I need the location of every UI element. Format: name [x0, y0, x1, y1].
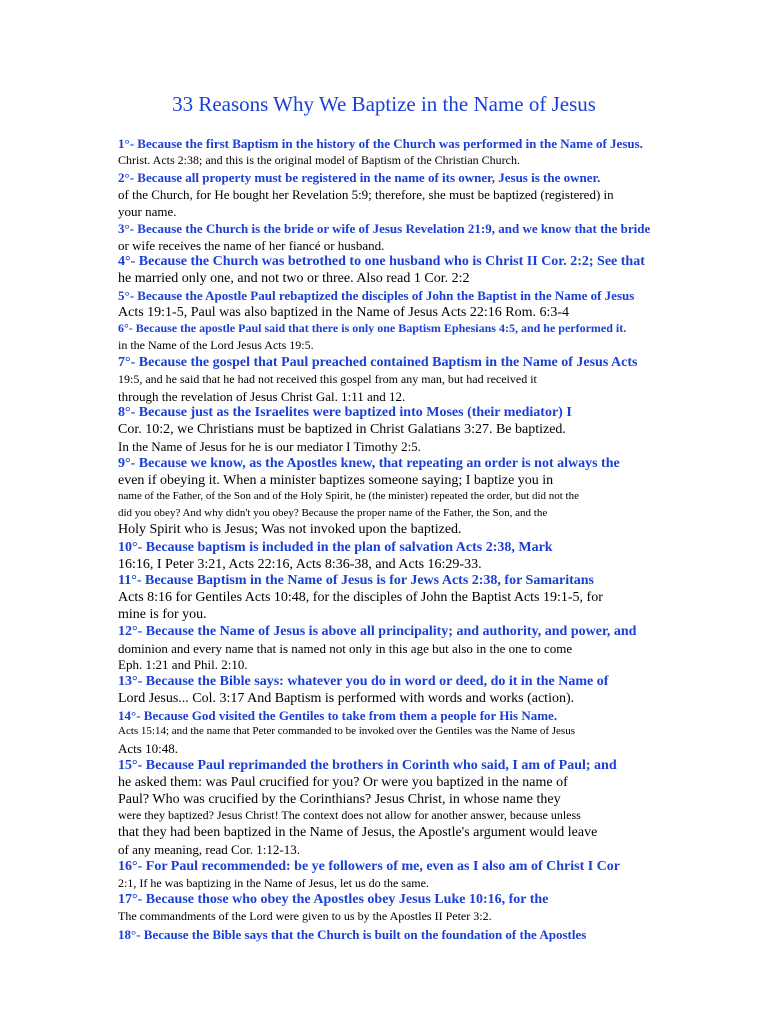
page-title: 33 Reasons Why We Baptize in the Name of Jesus	[172, 92, 596, 116]
reason-1-text: Christ. Acts 2:38; and this is the original model of Baptism of the Christian Church.	[118, 153, 520, 167]
reason-1-heading: 1°- Because the first Baptism in the history of the Church was performed in the Name of Jesus.	[118, 136, 643, 151]
reason-2-heading: 2°- Because all property must be registered in the name of its owner, Jesus is the owner.	[118, 170, 601, 185]
reason-14-text: Acts 15:14; and the name that Peter commanded to be invoked over the Gentiles was the Name of Jesus	[118, 725, 575, 737]
reason-16-text: 2:1, If he was baptizing in the Name of Jesus, let us do the same.	[118, 876, 429, 890]
reason-13-heading: 13°- Because the Bible says: whatever you do in word or deed, do it in the Name of	[118, 674, 609, 689]
reason-9-text: did you obey? And why didn't you obey? Because the proper name of the Father, the Son, and the	[118, 507, 548, 519]
reason-12-text: Eph. 1:21 and Phil. 2:10.	[118, 657, 248, 672]
reason-5-text: Acts 19:1-5, Paul was also baptized in the Name of Jesus Acts 22:16 Rom. 6:3-4	[118, 305, 570, 320]
reason-10-heading: 10°- Because baptism is included in the plan of salvation Acts 2:38, Mark	[118, 540, 553, 555]
reason-13-text: Lord Jesus... Col. 3:17 And Baptism is performed with words and works (action).	[118, 691, 575, 706]
reason-9-text: Holy Spirit who is Jesus; Was not invoked upon the baptized.	[118, 522, 462, 537]
reason-4-text: he married only one, and not two or three. Also read 1 Cor. 2:2	[118, 271, 470, 286]
reason-8-text: Cor. 10:2, we Christians must be baptized in Christ Galatians 3:27. Be baptized.	[118, 422, 566, 437]
reason-6-heading: 6°- Because the apostle Paul said that there is only one Baptism Ephesians 4:5, and he performed it.	[118, 321, 627, 335]
reason-7-text: through the revelation of Jesus Christ Gal. 1:11 and 12.	[118, 389, 406, 404]
reason-2-text: your name.	[118, 204, 177, 219]
reason-7-text: 19:5, and he said that he had not received this gospel from any man, but had received it	[118, 372, 537, 386]
reason-16-heading: 16°- For Paul recommended: be ye followers of me, even as I also am of Christ I Cor	[118, 859, 620, 874]
reason-11-text: Acts 8:16 for Gentiles Acts 10:48, for the disciples of John the Baptist Acts 19:1-5, for	[118, 590, 603, 605]
reason-15-text: that they had been baptized in the Name of Jesus, the Apostle's argument would leave	[118, 825, 598, 840]
reason-15-heading: 15°- Because Paul reprimanded the brothers in Corinth who said, I am of Paul; and	[118, 758, 617, 773]
reason-15-text: Paul? Who was crucified by the Corinthians? Jesus Christ, in whose name they	[118, 792, 561, 807]
reason-11-heading: 11°- Because Baptism in the Name of Jesus is for Jews Acts 2:38, for Samaritans	[118, 573, 594, 588]
reason-3-text: or wife receives the name of her fiancé or husband.	[118, 238, 385, 253]
reason-11-text: mine is for you.	[118, 607, 207, 622]
reason-9-heading: 9°- Because we know, as the Apostles knew, that repeating an order is not always the	[118, 456, 620, 471]
reason-17-text: The commandments of the Lord were given to us by the Apostles II Peter 3:2.	[118, 909, 492, 923]
reason-10-text: 16:16, I Peter 3:21, Acts 22:16, Acts 8:36-38, and Acts 16:29-33.	[118, 557, 482, 572]
reason-12-text: dominion and every name that is named not only in this age but also in the one to come	[118, 641, 573, 656]
reason-14-heading: 14°- Because God visited the Gentiles to take from them a people for His Name.	[118, 708, 558, 723]
reason-15-text: he asked them: was Paul crucified for you? Or were you baptized in the name of	[118, 775, 568, 790]
reason-2-text: of the Church, for He bought her Revelation 5:9; therefore, she must be baptized (registered) in	[118, 187, 614, 202]
reason-8-heading: 8°- Because just as the Israelites were baptized into Moses (their mediator) I	[118, 405, 572, 420]
reason-9-text: name of the Father, of the Son and of the Holy Spirit, he (the minister) repeated the order, but did not the	[118, 490, 579, 502]
reason-8-text: In the Name of Jesus for he is our mediator I Timothy 2:5.	[118, 439, 421, 454]
reason-5-heading: 5°- Because the Apostle Paul rebaptized the disciples of John the Baptist in the Name of Jesus	[118, 288, 635, 303]
reason-15-text: were they baptized? Jesus Christ! The context does not allow for another answer, because unless	[118, 808, 581, 822]
reason-3-heading: 3°- Because the Church is the bride or wife of Jesus Revelation 21:9, and we know that the bride	[118, 221, 651, 236]
reason-15-text: of any meaning, read Cor. 1:12-13.	[118, 842, 300, 857]
reason-7-heading: 7°- Because the gospel that Paul preached contained Baptism in the Name of Jesus Acts	[118, 355, 638, 370]
reason-14-text: Acts 10:48.	[118, 741, 178, 756]
reason-17-heading: 17°- Because those who obey the Apostles obey Jesus Luke 10:16, for the	[118, 892, 549, 907]
reason-9-text: even if obeying it. When a minister baptizes someone saying; I baptize you in	[118, 473, 554, 488]
reason-12-heading: 12°- Because the Name of Jesus is above all principality; and authority, and power, and	[118, 624, 637, 639]
reason-4-heading: 4°- Because the Church was betrothed to one husband who is Christ II Cor. 2:2; See that	[118, 254, 645, 269]
reason-18-heading: 18°- Because the Bible says that the Church is built on the foundation of the Apostles	[118, 927, 587, 942]
reason-6-text: in the Name of the Lord Jesus Acts 19:5.	[118, 338, 314, 352]
